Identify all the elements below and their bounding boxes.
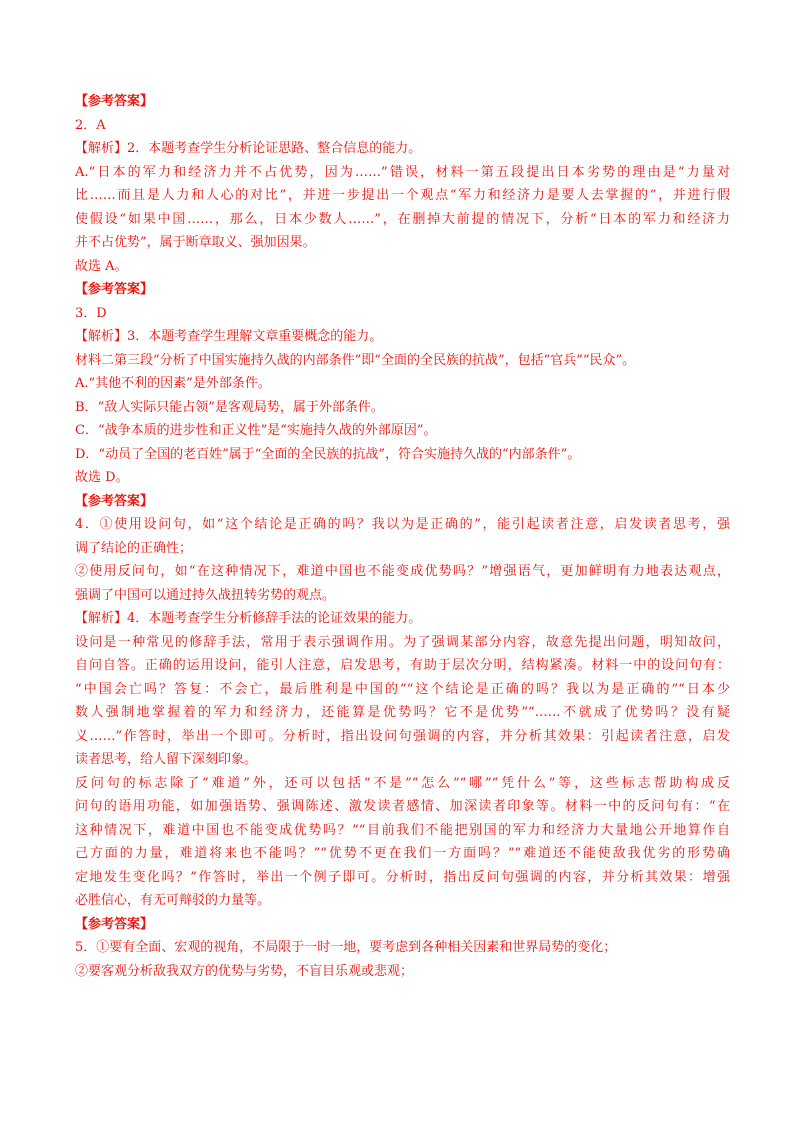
answer-header: 【参考答案】 <box>75 493 154 509</box>
text-line: “中国会亡吗？答复：不会亡，最后胜利是中国的”“这个结论是正确的吗？我以为是正确的”“日本少 <box>75 681 730 697</box>
text-line: 读者思考，给人留下深刻印象。 <box>75 752 258 767</box>
text-line: 3．D <box>75 305 107 321</box>
text-line: 定地发生变化吗？”作答时，举出一个例子即可。分析时，指出反问句强调的内容，并分析其效果：增强 <box>75 869 730 885</box>
text-line: 【解析】2．本题考查学生分析论证思路、整合信息的能力。 <box>75 141 422 156</box>
text-line: A.“其他不利的因素”是外部条件。 <box>75 376 271 391</box>
text-line: 强调了中国可以通过持久战扭转劣势的观点。 <box>75 587 336 603</box>
text-line: A.“日本的军力和经济力并不占优势，因为……”错误，材料一第五段提出日本劣势的理由是“力量对 <box>75 164 730 180</box>
answer-header: 【参考答案】 <box>75 916 154 932</box>
text-line: C．“战争本质的进步性和正义性”是“实施持久战的外部原因”。 <box>75 423 437 438</box>
text-line: 义……”作答时，举出一个即可。分析时，指出设问句强调的内容，并分析其效果：引起读者注意，启发 <box>75 728 730 744</box>
document-body <box>75 90 730 983</box>
text-line: 己方面的力量，难道将来也不能吗？”“优势不更在我们一方面吗？”“难道还不能使敌我优劣的形势确 <box>75 846 730 861</box>
text-line: 故选 A。 <box>75 258 128 274</box>
text-line: 问句的语用功能，如加强语势、强调陈述、激发读者感情、加深读者印象等。材料一中的反问句有：“在 <box>75 799 730 814</box>
text-line: 使假设“如果中国……，那么，日本少数人……”，在删掉大前提的情况下，分析“日本的军力和经济力 <box>75 211 730 227</box>
text-line: 4．①使用设问句，如“这个结论是正确的吗？我以为是正确的”，能引起读者注意，启发读者思考，强 <box>75 517 730 532</box>
text-line: 自问自答。正确的运用设问，能引人注意，启发思考，有助于层次分明，结构紧凑。材料一中的设问句有： <box>75 658 730 673</box>
answer-document <box>75 90 730 983</box>
text-line: D．“动员了全国的老百姓”属于“全面的全民族的抗战”，符合实施持久战的“内部条件”。 <box>75 446 581 462</box>
text-line: 并不占优势”，属于断章取义、强加因果。 <box>75 235 316 250</box>
answer-header: 【参考答案】 <box>75 94 154 109</box>
text-line: 【解析】3．本题考查学生理解文章重要概念的能力。 <box>75 329 383 344</box>
text-line: 材料二第三段“分析了中国实施持久战的内部条件”即“全面的全民族的抗战”，包括“官兵”“民众”。 <box>75 352 636 368</box>
answer-header: 【参考答案】 <box>75 282 154 297</box>
text-line: 反问句的标志除了“难道”外，还可以包括“不是”“怎么”“哪”“凭什么”等，这些标志帮助构成反 <box>75 775 730 791</box>
text-line: 调了结论的正确性； <box>75 540 193 556</box>
text-line: 必胜信心，有无可辩驳的力量等。 <box>75 893 271 908</box>
text-line: 2．A <box>75 117 106 133</box>
text-line: 5．①要有全面、宏观的视角，不局限于一时一地，要考虑到各种相关因素和世界局势的变化； <box>75 940 617 955</box>
text-line: 数人强制地掌握着的军力和经济力，还能算是优势吗？它不是优势”“……不就成了优势吗？没有疑 <box>75 705 730 720</box>
text-line: 故选 D。 <box>75 470 129 485</box>
text-line: B．“敌人实际只能占领”是客观局势，属于外部条件。 <box>75 399 384 415</box>
text-line: 【解析】4．本题考查学生分析修辞手法的论证效果的能力。 <box>75 611 422 626</box>
text-line: ②要客观分析敌我双方的优势与劣势，不盲目乐观或悲观； <box>75 963 414 979</box>
text-line: 比……而且是人力和人心的对比”，并进一步提出一个观点“军力和经济力是要人去掌握的”，并进行假 <box>75 188 730 203</box>
text-line: ②使用反问句，如“在这种情况下，难道中国也不能变成优势吗？”增强语气，更加鲜明有力地表达观点， <box>75 564 730 579</box>
text-line: 设问是一种常见的修辞手法，常用于表示强调作用。为了强调某部分内容，故意先提出问题，明知故问， <box>75 634 730 650</box>
text-line: 这种情况下，难道中国也不能变成优势吗？”“目前我们不能把别国的军力和经济力大量地公开地算作自 <box>75 822 730 838</box>
